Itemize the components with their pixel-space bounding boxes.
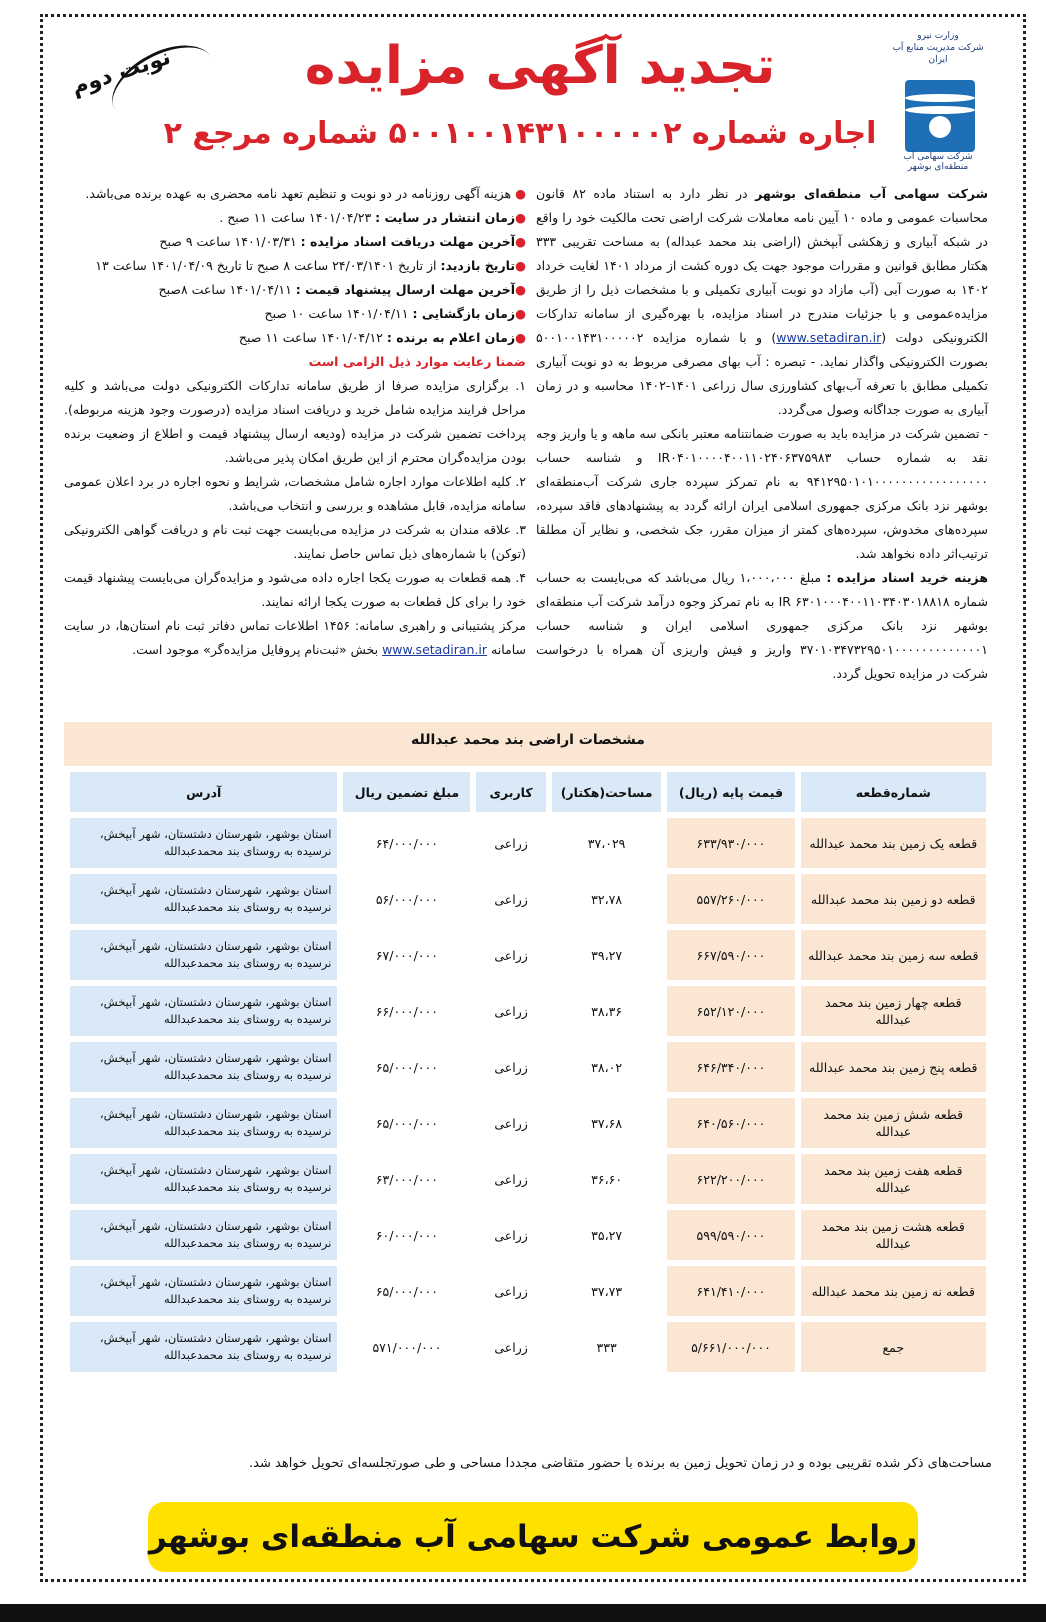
company-name-lead: شرکت سهامی آب منطقه‌ای بوشهر (755, 186, 988, 201)
bullet-icon: ● (515, 186, 526, 201)
document-cost-paragraph (536, 566, 988, 686)
page-title: تجدید آگهی مزایده (304, 36, 776, 96)
note-2: ۲. کلیه اطلاعات موارد اجاره شامل مشخصات، شرایط و نحوه اجاره در برد اعلان عمومی سامانه مزایده، قابل مشاهده و بررسی و انتخاب می‌باشد. (64, 474, 526, 513)
notes-heading: ضمنا رعایت موارد ذیل الزامی است (308, 354, 526, 369)
table-cell: قطعه سه زمین بند محمد عبدالله (801, 930, 986, 980)
schedule-label: تاریخ بازدید: (440, 258, 516, 273)
table-cell: ۶۳۳/۹۳۰/۰۰۰ (667, 818, 794, 868)
bullet-icon: ● (515, 234, 526, 249)
land-table-grid (64, 766, 992, 1378)
table-cell: قطعه شش زمین بند محمد عبدالله (801, 1098, 986, 1148)
table-cell: ۳۹،۲۷ (552, 930, 662, 980)
ministry-label: وزارت نیرو (917, 31, 959, 41)
page-bottom-bar (0, 1604, 1046, 1622)
water-company-logo (905, 80, 975, 152)
table-cell: زراعی (476, 1042, 545, 1092)
schedule-item (64, 230, 526, 254)
table-caption: مشخصات اراضی بند محمد عبدالله (411, 732, 645, 748)
schedule-text: هزینه آگهی روزنامه در دو نوبت و تنظیم تعهد نامه محضری به عهده برنده می‌باشد. (85, 186, 512, 201)
ministry-name (888, 30, 988, 66)
support-text: مرکز پشتیبانی و راهبری سامانه: ۱۴۵۶ اطلاعات تماس دفاتر ثبت نام استان‌ها، در سایت سامانه (64, 618, 526, 657)
company-logo-caption: شرکت سهامی آب منطقه‌ای بوشهر (903, 152, 973, 172)
schedule-label: آخرین مهلت دریافت اسناد مزایده : (300, 234, 516, 249)
intro-text: در نظر دارد به استناد ماده ۸۲ قانون محاسبات عمومی و ماده ۱۰ آیین نامه معاملات شرکت اراضی تحت مالکیت خود را واقع در شبکه آبیاری و زهکشی آبپخش (اراضی بند محمد عبداله) به مساحت تقریبی ۳۳۳ هکتار مطابق قوانین و مقررات موجود جهت یک دوره کشت از مرداد ۱۴۰۱ لغایت خرداد ۱۴۰۲ به صورت آبی (آب مازاد دو نوبت آبیاری تکمیلی و با مشخصات ذیل را از طریق مزایده‌عمومی و با جزئیات مندرج در اسناد مزایده، با بهره‌گیری از سامانه تدارکات الکترونیکی دولت ( (536, 186, 989, 345)
schedule-item (64, 302, 526, 326)
table-cell: زراعی (476, 986, 545, 1036)
table-cell: ۶۵/۰۰۰/۰۰۰ (343, 1266, 470, 1316)
table-cell: استان بوشهر، شهرستان دشتستان، شهر آبپخش، نرسیده به روستای بند محمدعبدالله (70, 818, 337, 868)
table-cell: ۶۵۲/۱۲۰/۰۰۰ (667, 986, 794, 1036)
table-cell: جمع (801, 1322, 986, 1372)
setad-link[interactable]: www.setadiran.ir (382, 642, 488, 657)
public-relations-banner: روابط عمومی شرکت سهامی آب منطقه‌ای بوشهر (148, 1502, 918, 1572)
schedule-item (64, 182, 526, 206)
support-text-end: بخش «ثبت‌نام پروفایل مزایده‌گر» موجود است. (132, 642, 379, 657)
lease-number: اجاره شماره ۵۰۰۱۰۰۱۴۳۱۰۰۰۰۰۲ شماره مرجع ۲ (163, 116, 877, 151)
main-text-column (536, 182, 988, 686)
table-cell: ۶۴۱/۴۱۰/۰۰۰ (667, 1266, 794, 1316)
logo-drop-icon (929, 116, 951, 138)
intro-paragraph (536, 182, 988, 422)
table-cell: ۶۴۰/۵۶۰/۰۰۰ (667, 1098, 794, 1148)
table-row (70, 1322, 986, 1372)
parent-company-label: شرکت مدیریت منابع آب ایران (892, 43, 984, 65)
table-cell: زراعی (476, 1266, 545, 1316)
table-cell: ۵۹۹/۵۹۰/۰۰۰ (667, 1210, 794, 1260)
table-cell: زراعی (476, 1154, 545, 1204)
table-cell: ۶۶۷/۵۹۰/۰۰۰ (667, 930, 794, 980)
note-3: ۳. علاقه مندان به شرکت در مزایده می‌بایست جهت ثبت نام و دریافت گواهی الکترونیکی (توکن) با شماره‌های ذیل تماس حاصل نمایند. (64, 522, 526, 561)
schedule-item (64, 254, 526, 278)
table-cell: زراعی (476, 1098, 545, 1148)
table-cell: استان بوشهر، شهرستان دشتستان، شهر آبپخش، نرسیده به روستای بند محمدعبدالله (70, 1210, 337, 1260)
table-cell: استان بوشهر، شهرستان دشتستان، شهر آبپخش، نرسیده به روستای بند محمدعبدالله (70, 1266, 337, 1316)
schedule-label: آخرین مهلت ارسال پیشنهاد قیمت : (295, 282, 516, 297)
table-cell: استان بوشهر، شهرستان دشتستان، شهر آبپخش، نرسیده به روستای بند محمدعبدالله (70, 1098, 337, 1148)
bullet-icon: ● (515, 258, 526, 273)
table-cell: ۶۴۶/۳۴۰/۰۰۰ (667, 1042, 794, 1092)
table-cell: ۳۶،۶۰ (552, 1154, 662, 1204)
table-cell: استان بوشهر، شهرستان دشتستان، شهر آبپخش، نرسیده به روستای بند محمدعبدالله (70, 1322, 337, 1372)
support-info (64, 614, 526, 662)
area-footnote: مساحت‌های ذکر شده تقریبی بوده و در زمان تحویل زمین به برنده با حضور متقاضی مجددا مساحی و طی صورتجلسه‌ای تحویل خواهد شد. (249, 1456, 992, 1471)
schedule-text: ۱۴۰۱/۰۳/۳۱ ساعت ۹ صبح (159, 234, 297, 249)
table-cell: قطعه هشت زمین بند محمد عبدالله (801, 1210, 986, 1260)
bullet-icon: ● (515, 210, 526, 225)
table-cell: ۶۰/۰۰۰/۰۰۰ (343, 1210, 470, 1260)
table-cell: زراعی (476, 874, 545, 924)
schedule-text: ۱۴۰۱/۰۴/۱۱ ساعت ۱۰ صبح (264, 306, 409, 321)
table-cell: ۳۷،۷۳ (552, 1266, 662, 1316)
table-cell: ۵۶/۰۰۰/۰۰۰ (343, 874, 470, 924)
document-cost-text: مبلغ ۱،۰۰۰،۰۰۰ ریال می‌باشد که می‌بایست به حساب شماره IR ۶۳۰۱۰۰۰۴۰۰۱۱۰۳۴۰۳۰۱۸۸۱۸ به نام تمرکز وجوه درآمد شرکت آب منطقه‌ای بوشهر نزد بانک مرکزی جمهوری اسلامی ایران و شناسه حساب ۳۷۰۱۰۳۴۷۳۲۹۵۰۱۰۰۰۰۰۰۰۰۰۰۰۰۰۱ واریز و فیش واریزی آن همراه با درخواست شرکت در مزایده تحویل گردد. (536, 570, 989, 681)
schedule-text: ۱۴۰۱/۰۴/۱۱ ساعت ۸صبح (158, 282, 292, 297)
table-row (70, 986, 986, 1036)
schedule-label: زمان انتشار در سایت : (375, 210, 516, 225)
bullet-icon: ● (515, 282, 526, 297)
table-row (70, 1266, 986, 1316)
table-cell: قطعه هفت زمین بند محمد عبدالله (801, 1154, 986, 1204)
table-cell: زراعی (476, 818, 545, 868)
table-cell: ۵۵۷/۲۶۰/۰۰۰ (667, 874, 794, 924)
table-cell: ۳۲،۷۸ (552, 874, 662, 924)
table-cell: استان بوشهر، شهرستان دشتستان، شهر آبپخش، نرسیده به روستای بند محمدعبدالله (70, 874, 337, 924)
table-cell: قطعه دو زمین بند محمد عبدالله (801, 874, 986, 924)
guarantee-paragraph: - تضمین شرکت در مزایده باید به صورت ضمانتنامه معتبر بانکی سه ماهه و یا واریز وجه نقد به شماره حساب IR۰۴۰۱۰۰۰۰۴۰۰۱۱۰۲۴۰۶۳۷۵۹۸۳ و شناسه حساب ۹۴۱۲۹۵۰۱۰۱۰۰۰۰۰۰۰۰۰۰۰۰۰۰۰۰۰ به نام تمرکز سپرده جاری شرکت آب‌منطقه‌ای بوشهر نزد بانک مرکزی جمهوری اسلامی ایران ارائه گردد به پیشنهادهای فاقد سپرده، سپرده‌های مخدوش، سپرده‌های کمتر از میزان مقرر، جک شخصی، و نظایر آن مطلقا ترتیب‌اثر داده نخواهد شد. (536, 426, 988, 561)
table-cell: ۶۵/۰۰۰/۰۰۰ (343, 1098, 470, 1148)
table-header-row (70, 772, 986, 812)
table-row (70, 1098, 986, 1148)
table-cell: ۳۷،۰۲۹ (552, 818, 662, 868)
schedule-label: زمان بازگشایی : (412, 306, 516, 321)
table-cell: قطعه یک زمین بند محمد عبدالله (801, 818, 986, 868)
table-cell: استان بوشهر، شهرستان دشتستان، شهر آبپخش، نرسیده به روستای بند محمدعبدالله (70, 1042, 337, 1092)
table-cell: قطعه نه زمین بند محمد عبدالله (801, 1266, 986, 1316)
table-cell: استان بوشهر، شهرستان دشتستان، شهر آبپخش، نرسیده به روستای بند محمدعبدالله (70, 1154, 337, 1204)
table-cell: زراعی (476, 1210, 545, 1260)
table-row (70, 1042, 986, 1092)
table-cell: ۶۴/۰۰۰/۰۰۰ (343, 818, 470, 868)
schedule-item (64, 278, 526, 302)
table-cell: قطعه پنج زمین بند محمد عبدالله (801, 1042, 986, 1092)
document-cost-lead: هزینه خرید اسناد مزایده : (826, 570, 989, 585)
schedule-column (64, 182, 526, 662)
table-header-cell: آدرس (70, 772, 337, 812)
table-cell: استان بوشهر، شهرستان دشتستان، شهر آبپخش، نرسیده به روستای بند محمدعبدالله (70, 986, 337, 1036)
table-cell: ۶۷/۰۰۰/۰۰۰ (343, 930, 470, 980)
logo-wave (905, 106, 975, 114)
schedule-text: از تاریخ ۲۴/۰۳/۱۴۰۱ ساعت ۸ صبح تا تاریخ ۱۴۰۱/۰۴/۰۹ ساعت ۱۳ (95, 258, 437, 273)
table-cell: ۳۸،۰۲ (552, 1042, 662, 1092)
setad-link[interactable]: www.setadiran.ir (776, 330, 882, 345)
table-cell: ۶۲۲/۲۰۰/۰۰۰ (667, 1154, 794, 1204)
table-cell: قطعه چهار زمین بند محمد عبدالله (801, 986, 986, 1036)
schedule-label: زمان اعلام به برنده : (386, 330, 516, 345)
schedule-text: ۱۴۰۱/۰۴/۲۳ ساعت ۱۱ صبح . (219, 210, 372, 225)
table-cell: ۶۳/۰۰۰/۰۰۰ (343, 1154, 470, 1204)
table-row (70, 1210, 986, 1260)
logo-wave (905, 94, 975, 102)
table-cell: ۳۳۳ (552, 1322, 662, 1372)
table-cell: استان بوشهر، شهرستان دشتستان، شهر آبپخش، نرسیده به روستای بند محمدعبدالله (70, 930, 337, 980)
table-header-cell: مبلغ تضمین ریال (343, 772, 470, 812)
schedule-item (64, 206, 526, 230)
schedule-item (64, 326, 526, 350)
intro-text-end: ) و با شماره مزایده ۵۰۰۱۰۰۱۴۳۱۰۰۰۰۰۲ بصورت الکترونیکی واگذار نماید. - تبصره : آب بهای مصرفی مربوط به دو نوبت آبیاری تکمیلی مطابق با تعرفه آب‌بهای کشاورزی سال زراعی ۱۴۰۱-۱۴۰۲ محاسبه و در زمان آبیاری به صورت جداگانه وصول می‌گردد. (536, 330, 988, 417)
schedule-text: ۱۴۰۱/۰۴/۱۲ ساعت ۱۱ صبح (238, 330, 383, 345)
table-cell: زراعی (476, 930, 545, 980)
table-row (70, 818, 986, 868)
table-cell: ۶۶/۰۰۰/۰۰۰ (343, 986, 470, 1036)
table-cell: ۵۷۱/۰۰۰/۰۰۰ (343, 1322, 470, 1372)
table-header-cell: کاربری (476, 772, 545, 812)
bullet-icon: ● (515, 330, 526, 345)
table-cell: ۳۵،۲۷ (552, 1210, 662, 1260)
table-cell: ۵/۶۶۱/۰۰۰/۰۰۰ (667, 1322, 794, 1372)
round-label: نوبت دوم (68, 44, 174, 101)
table-cell: زراعی (476, 1322, 545, 1372)
table-header-cell: قیمت پایه (ریال) (667, 772, 794, 812)
table-cell: ۳۸،۳۶ (552, 986, 662, 1036)
note-1: ۱. برگزاری مزایده صرفا از طریق سامانه تدارکات الکترونیکی دولت می‌باشد و کلیه مراحل فرایند مزایده شامل خرید و دریافت اسناد مزایده (درصورت وجود هزینه مربوطه). پرداخت تضمین شرکت در مزایده (ودیعه ارسال پیشنهاد قیمت و اطلاع از وضعیت برنده بودن مزایده‌گران محترم از این طریق امکان پذیر می‌باشد. (64, 378, 526, 465)
bullet-icon: ● (515, 306, 526, 321)
table-cell: ۳۷،۶۸ (552, 1098, 662, 1148)
note-4: ۴. همه قطعات به صورت یکجا اجاره داده می‌شود و مزایده‌گران می‌بایست پیشنهاد قیمت خود را برای کل قطعات به صورت یکجا ارائه نمایند. (64, 570, 526, 609)
table-header-cell: شماره‌قطعه (801, 772, 986, 812)
table-cell: ۶۵/۰۰۰/۰۰۰ (343, 1042, 470, 1092)
table-row (70, 874, 986, 924)
table-row (70, 930, 986, 980)
table-header-cell: مساحت(هکتار) (552, 772, 662, 812)
table-row (70, 1154, 986, 1204)
